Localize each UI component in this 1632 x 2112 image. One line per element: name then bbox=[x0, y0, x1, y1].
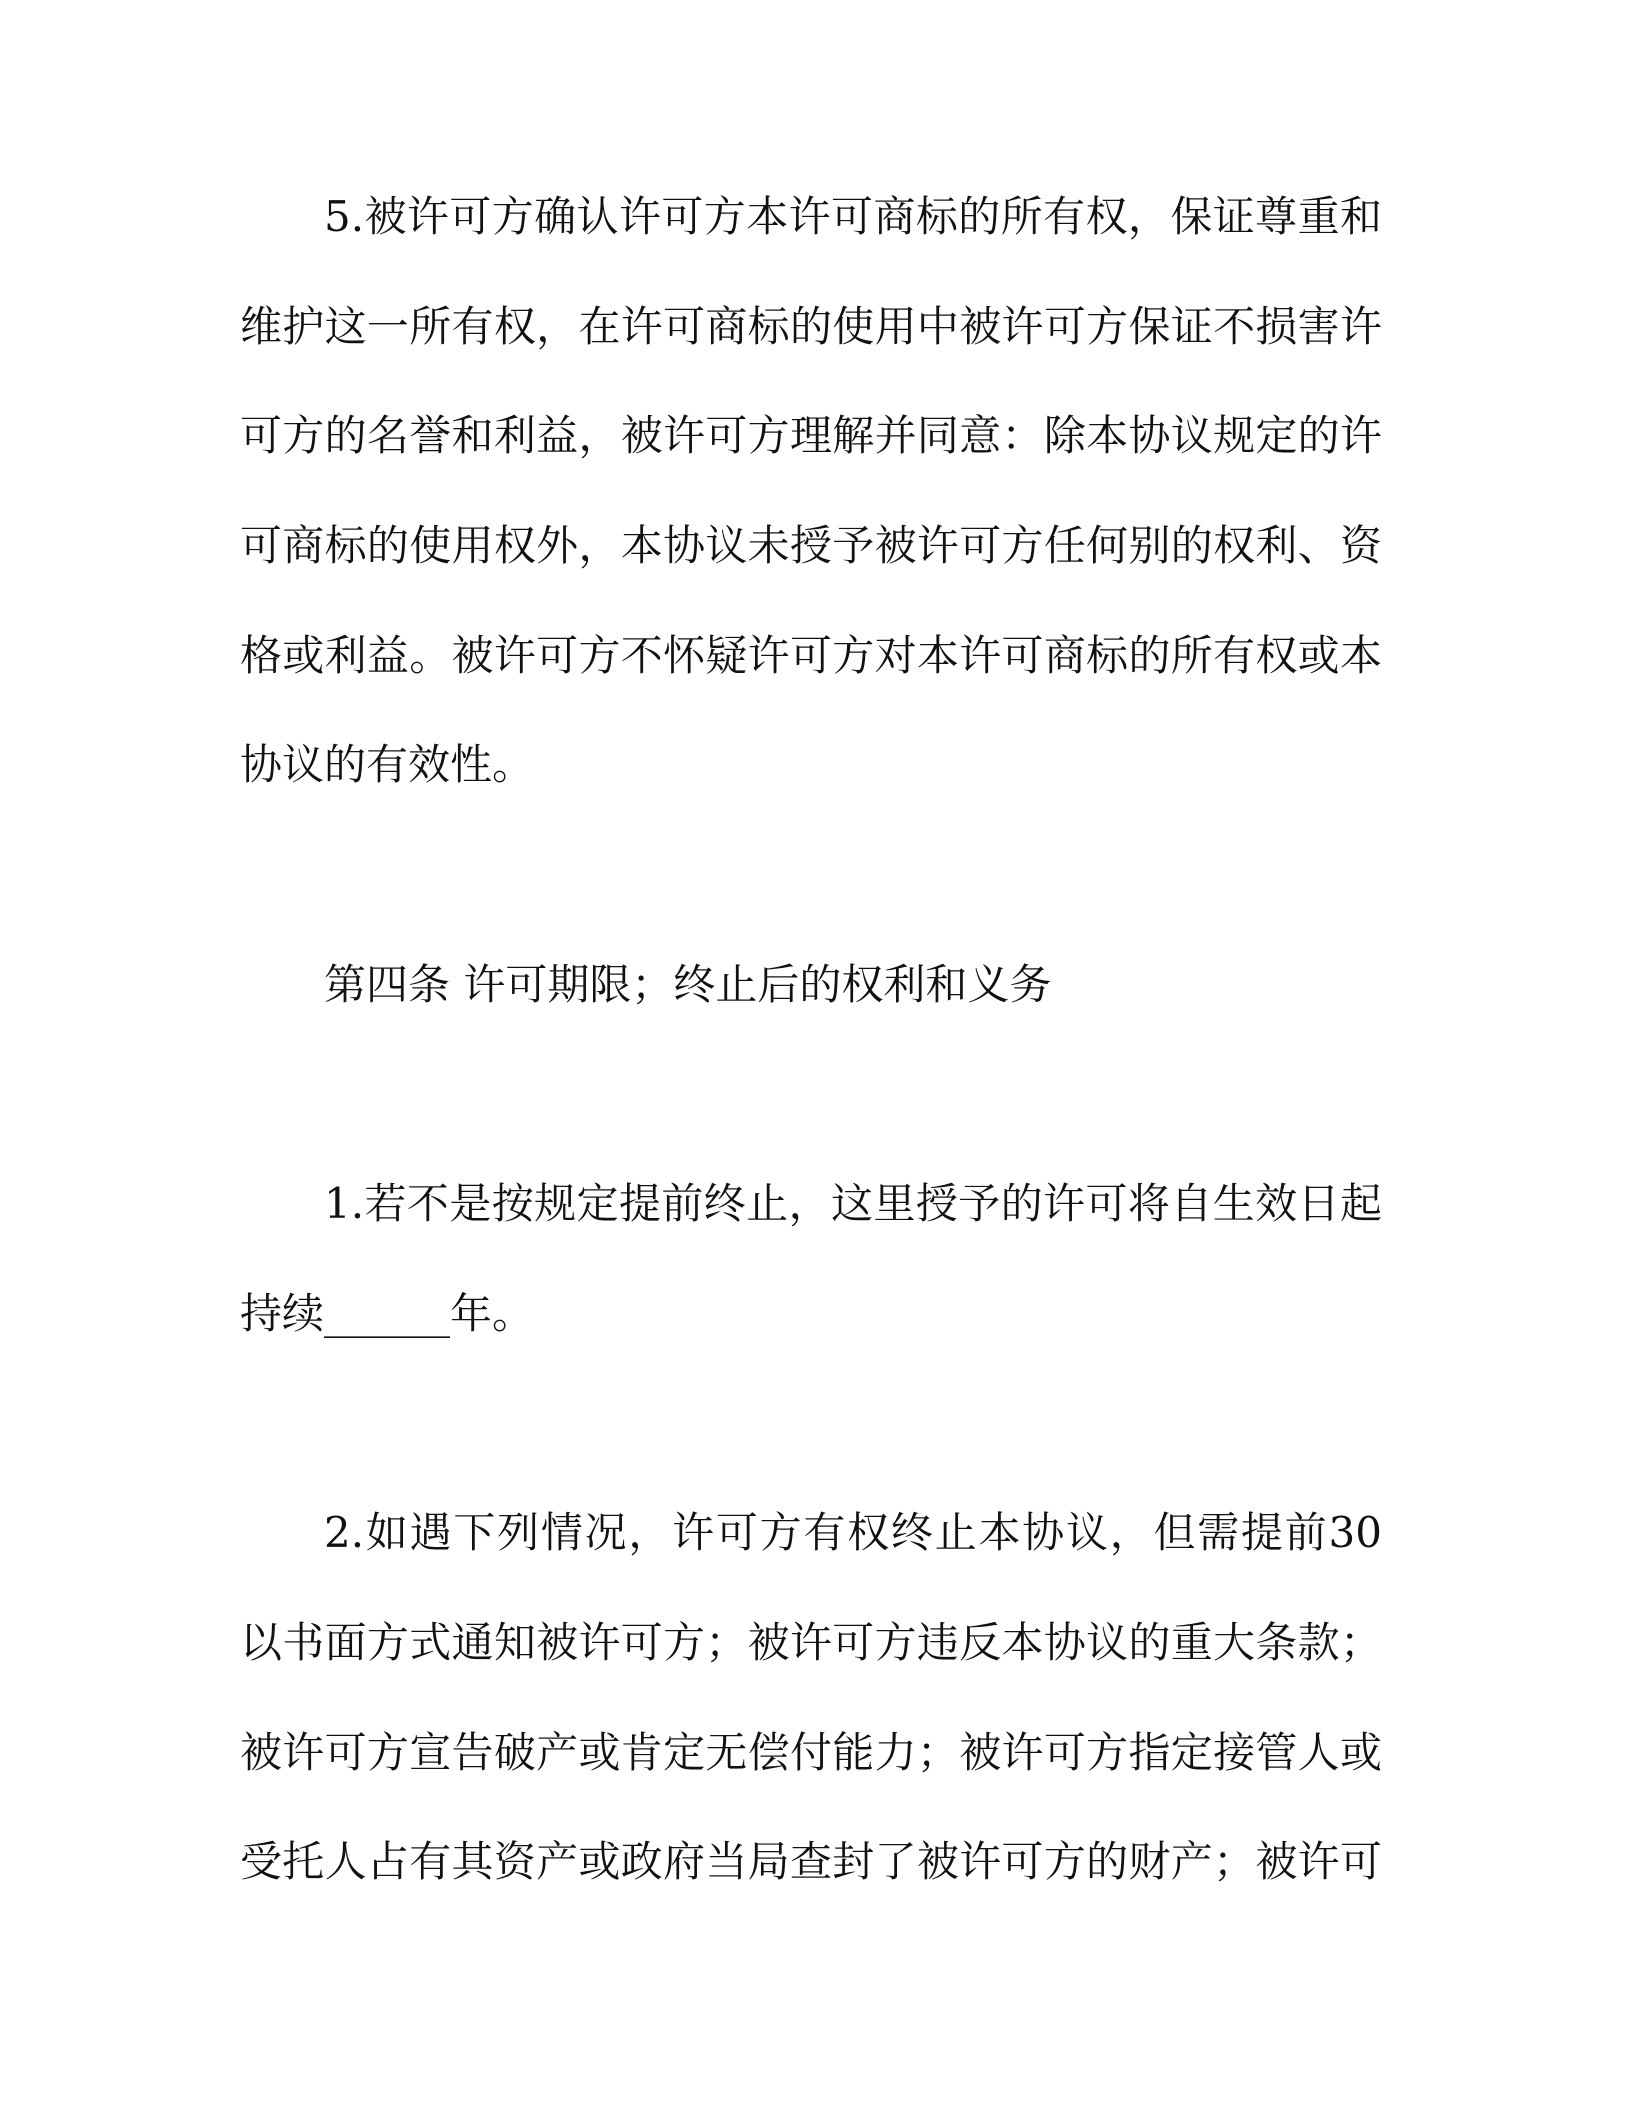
paragraph-line: 受托人占有其资产或政府当局查封了被许可方的财产；被许可 bbox=[240, 1837, 1382, 1887]
paragraph-line: 5.被许可方确认许可方本许可商标的所有权，保证尊重和 bbox=[324, 192, 1382, 241]
paragraph-line: 可方的名誉和利益，被许可方理解并同意：除本协议规定的许 bbox=[240, 411, 1382, 461]
clause-5-paragraph bbox=[240, 162, 1382, 820]
paragraph-line: 维护这一所有权，在许可商标的使用中被许可方保证不损害许 bbox=[240, 301, 1382, 351]
paragraph-line: 持续______年。 bbox=[240, 1288, 535, 1338]
paragraph-line: 以书面方式通知被许可方；被许可方违反本协议的重大条款； bbox=[240, 1617, 1382, 1667]
paragraph-line: 被许可方宣告破产或肯定无偿付能力；被许可方指定接管人或 bbox=[240, 1727, 1382, 1777]
paragraph-line: 1.若不是按规定提前终止，这里授予的许可将自生效日起 bbox=[324, 1179, 1382, 1229]
paragraph-line: 2.如遇下列情况，许可方有权终止本协议，但需提前30 bbox=[324, 1508, 1382, 1558]
article-4-heading-block bbox=[240, 930, 1382, 1040]
paragraph-line: 格或利益。被许可方不怀疑许可方对本许可商标的所有权或本 bbox=[240, 630, 1382, 680]
paragraph-line: 可商标的使用权外，本协议未授予被许可方任何别的权利、资 bbox=[240, 521, 1382, 571]
article-heading: 第四条 许可期限；终止后的权利和义务 bbox=[324, 959, 1052, 1009]
article-4-item-1-paragraph bbox=[240, 1149, 1382, 1368]
paragraph-line: 协议的有效性。 bbox=[240, 740, 535, 790]
document-body bbox=[240, 162, 1382, 1917]
article-4-item-2-paragraph bbox=[240, 1478, 1382, 1917]
